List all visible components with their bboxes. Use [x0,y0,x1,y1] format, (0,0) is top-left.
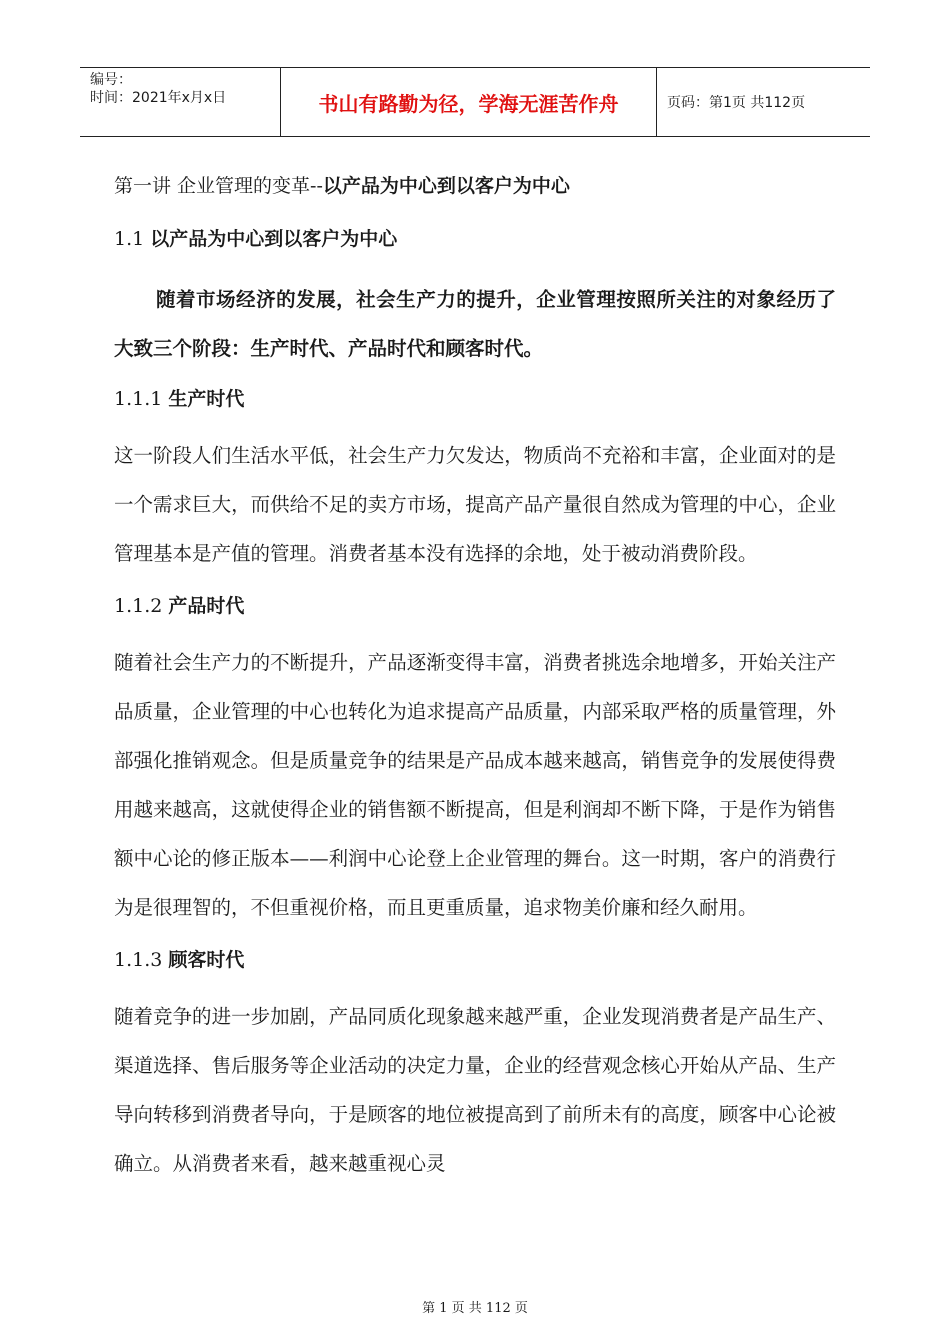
section-title: 以产品为中心到以客户为中心 [150,228,398,250]
section-title: 生产时代 [168,388,245,410]
section-title: 顾客时代 [168,949,245,971]
section-number: 1.1 [114,228,151,250]
page-header [80,67,870,137]
section-number: 1.1.3 [114,949,169,971]
document-number-label: 编号： [90,72,132,88]
lecture-title [114,172,836,200]
header-motto: 书山有路勤为径，学海无涯苦作舟 [281,68,657,136]
section-heading-1-1-1 [114,385,836,413]
intro-paragraph: 随着市场经济的发展，社会生产力的提升，企业管理按照所关注的对象经历了大致三个阶段：生产时代、产品时代和顾客时代。 [114,288,836,360]
paragraph-customer-era: 随着竞争的进一步加剧，产品同质化现象越来越严重，企业发现消费者是产品生产、渠道选择、售后服务等企业活动的决定力量，企业的经营观念核心开始从产品、生产导向转移到消费者导向，于是顾客的地位被提高到了前所未有的高度，顾客中心论被确立。从消费者来看，越来越重视心灵 [114,1005,836,1175]
section-number: 1.1.2 [114,595,169,617]
lecture-title-plain: 第一讲 企业管理的变革-- [114,175,323,197]
document-date: 时间：2021年x月x日 [90,90,227,106]
paragraph-product-era: 随着社会生产力的不断提升，产品逐渐变得丰富，消费者挑选余地增多，开始关注产品质量，企业管理的中心也转化为追求提高产品质量，内部采取严格的质量管理，外部强化推销观念。但是质量竞争的结果是产品成本越来越高，销售竞争的发展使得费用越来越高，这就使得企业的销售额不断提高，但是利润却不断下降，于是作为销售额中心论的修正版本——利润中心论登上企业管理的舞台。这一时期，客户的消费行为是很理智的，不但重视价格，而且更重质量，追求物美价廉和经久耐用。 [114,651,836,919]
section-heading-1-1-2 [114,592,836,620]
section-number: 1.1.1 [114,388,169,410]
lecture-title-bold: 以产品为中心到以客户为中心 [322,175,570,197]
header-page-info: 页码：第1页 共112页 [667,95,806,111]
header-meta [80,68,281,136]
section-title: 产品时代 [168,595,245,617]
section-heading-1-1-3 [114,946,836,974]
paragraph-production-era: 这一阶段人们生活水平低，社会生产力欠发达，物质尚不充裕和丰富，企业面对的是一个需求巨大，而供给不足的卖方市场，提高产品产量很自然成为管理的中心，企业管理基本是产值的管理。消费者基本没有选择的余地，处于被动消费阶段。 [114,444,836,565]
section-heading-1-1 [114,225,836,253]
page-footer: 第 1 页 共 112 页 [422,1301,528,1316]
document-body [114,172,836,1202]
